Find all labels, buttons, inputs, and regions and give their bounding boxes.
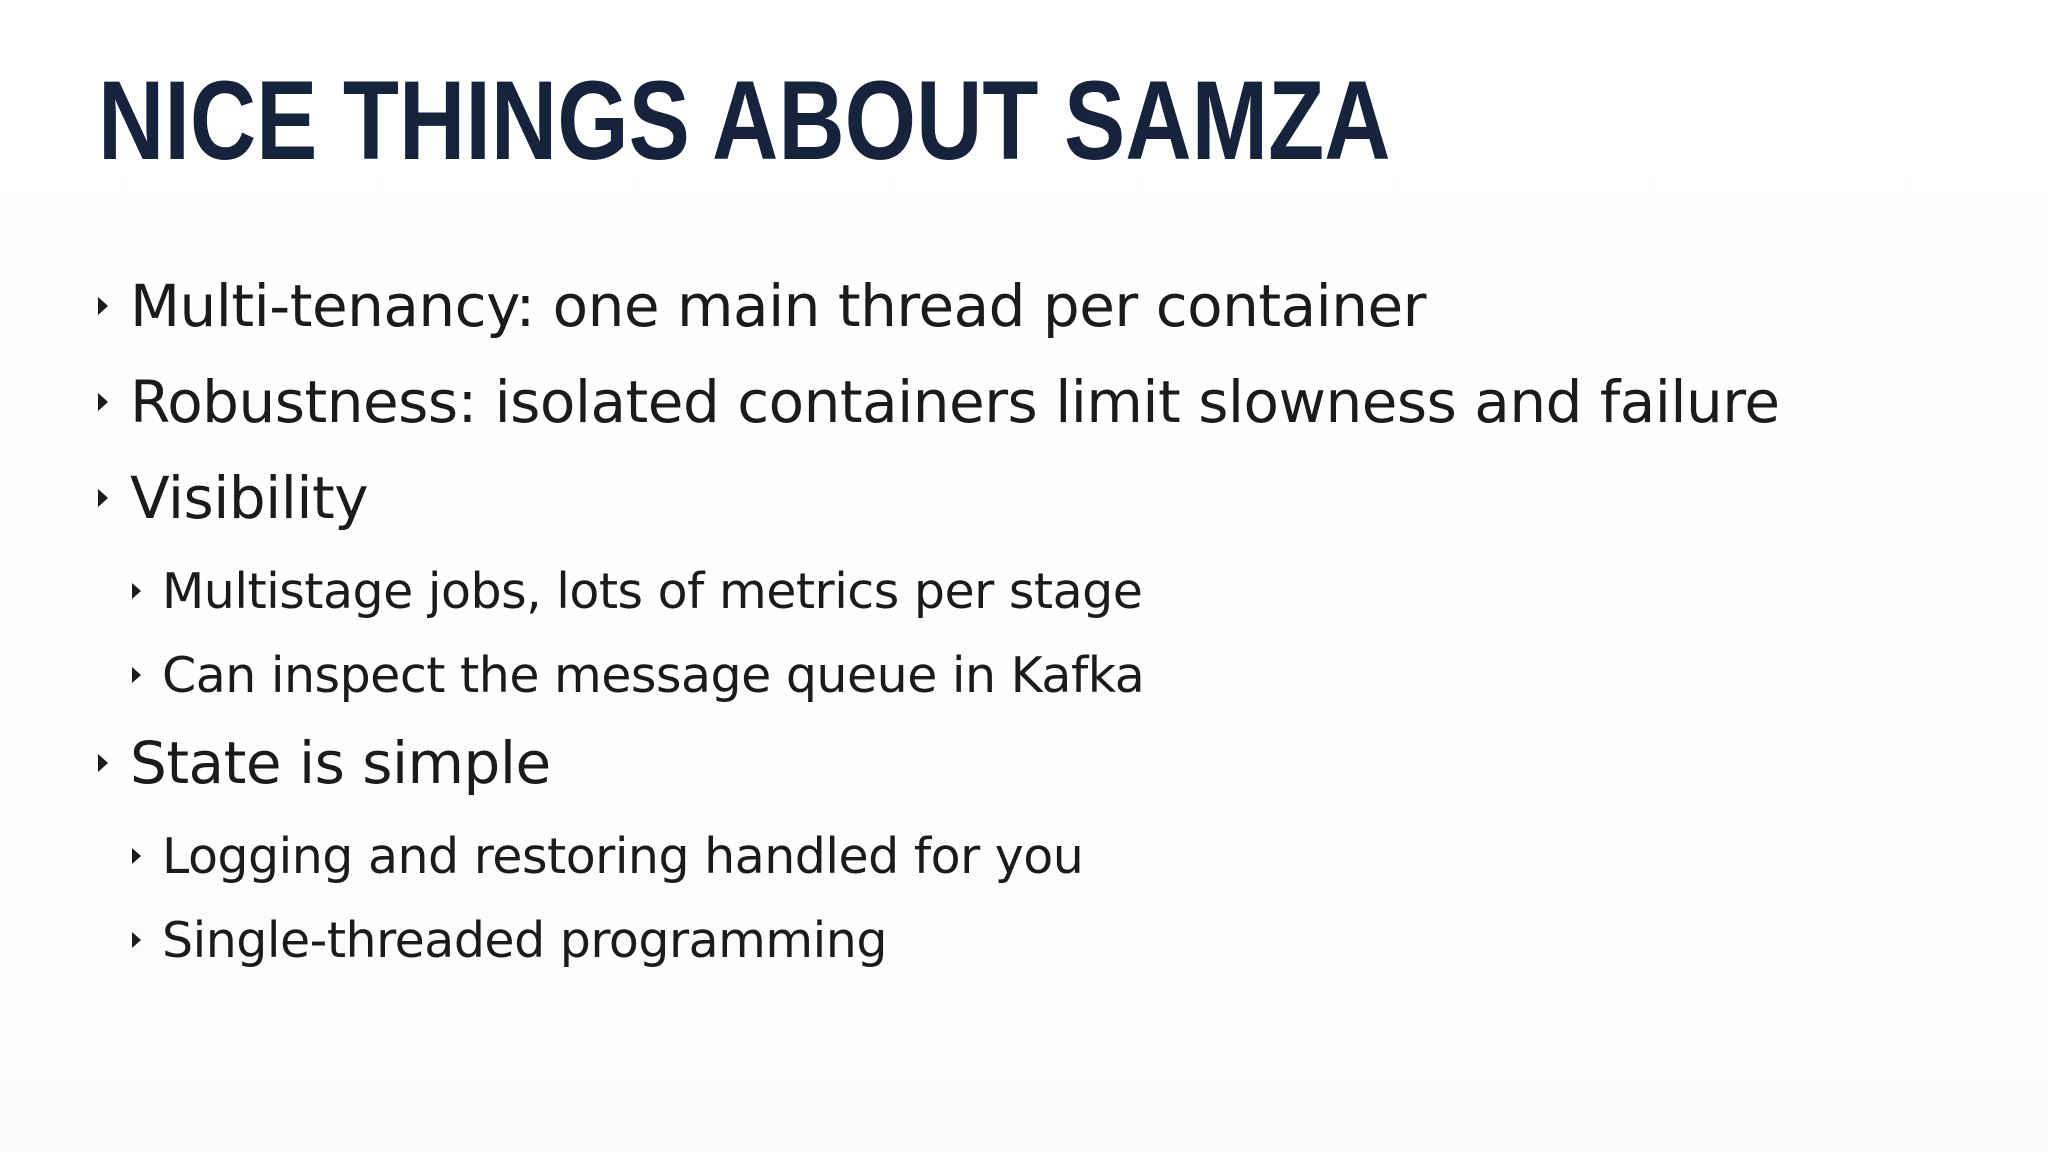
- bullet-text: Multi-tenancy: one main thread per container: [130, 272, 1427, 340]
- triangle-right-icon: [132, 583, 141, 599]
- bullet-item: [98, 362, 1780, 442]
- triangle-right-icon: [132, 667, 141, 683]
- bullet-text: Can inspect the message queue in Kafka: [162, 646, 1145, 704]
- slide-title: NICE THINGS ABOUT SAMZA: [98, 58, 1391, 183]
- triangle-right-icon: [98, 393, 108, 411]
- triangle-right-icon: [98, 754, 108, 772]
- bullet-text: State is simple: [130, 729, 551, 797]
- triangle-right-icon: [132, 848, 141, 864]
- bullet-text: Logging and restoring handled for you: [162, 827, 1084, 885]
- bullet-item: [98, 458, 368, 538]
- triangle-right-icon: [98, 489, 108, 507]
- triangle-right-icon: [98, 297, 108, 315]
- bullet-text: Robustness: isolated containers limit slowness and failure: [130, 368, 1780, 436]
- bullet-item: [98, 723, 551, 803]
- bullet-text: Visibility: [130, 464, 369, 532]
- sub-bullet-item: [132, 821, 1083, 891]
- triangle-right-icon: [132, 932, 141, 948]
- bullet-text: Single-threaded programming: [162, 911, 887, 969]
- sub-bullet-item: [132, 905, 887, 975]
- bullet-text: Multistage jobs, lots of metrics per stage: [162, 562, 1143, 620]
- bullet-item: [98, 266, 1426, 346]
- sub-bullet-item: [132, 640, 1144, 710]
- sub-bullet-item: [132, 556, 1142, 626]
